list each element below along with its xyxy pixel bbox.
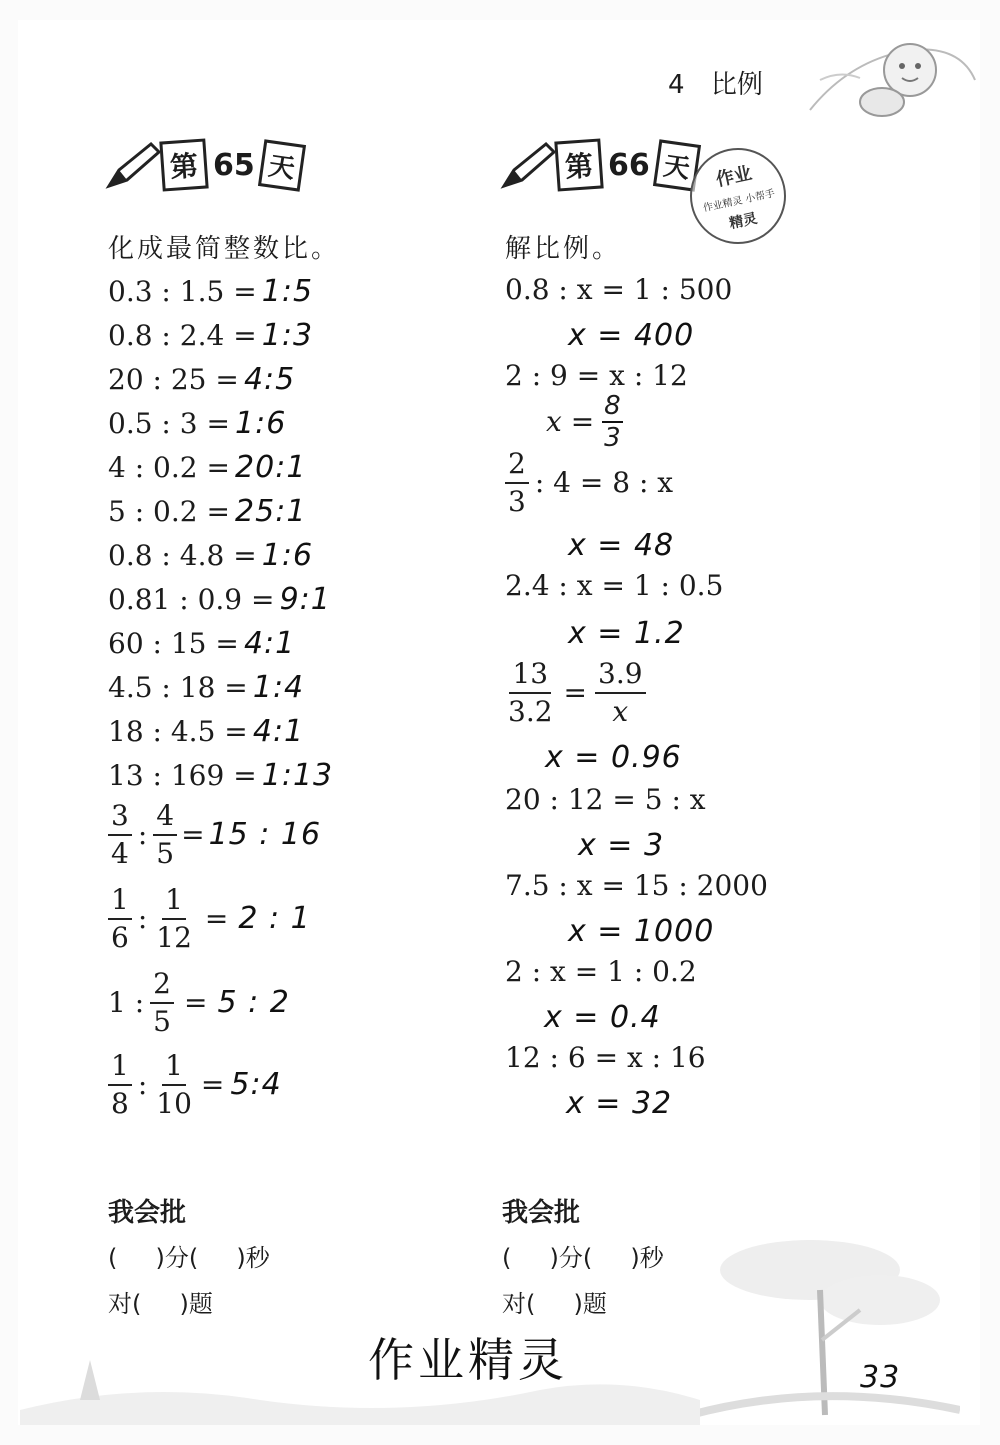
handwritten-answer: x = 1000 xyxy=(568,914,715,949)
proportion-question: 12 : 6 = x : 16 xyxy=(505,1041,706,1074)
fraction xyxy=(108,799,132,870)
handwritten-answer: 4:5 xyxy=(243,362,296,397)
denominator: 6 xyxy=(111,921,129,954)
fraction-ratio-row: $\frac{3}{4}$ : $\frac{4}{5}$ = 15 : 16 xyxy=(108,802,321,868)
answer-lhs: x = xyxy=(546,405,595,438)
ratio-question: 0.5 : 3 = xyxy=(108,407,230,440)
ratio-row xyxy=(108,274,333,318)
denominator: 4 xyxy=(111,837,129,870)
fraction-ratio-row: $\frac{1}{6}$ : $\frac{1}{12}$ = 2 : 1 xyxy=(108,886,311,952)
stamp-line-2: 作业精灵 小帮手 xyxy=(702,187,776,214)
denominator: 8 xyxy=(111,1087,129,1120)
ratio-question: 0.8 : 4.8 = xyxy=(108,539,257,572)
ratio-lead: 1 : xyxy=(108,986,145,1019)
proportion-question: 20 : 12 = 5 : x xyxy=(505,783,706,816)
ratio-row xyxy=(108,670,333,714)
handwritten-answer: 4:1 xyxy=(252,714,305,749)
numerator: 8 xyxy=(604,391,621,421)
numerator: 13 xyxy=(509,660,551,694)
denominator: 5 xyxy=(153,1005,171,1038)
fraction xyxy=(595,657,646,728)
right-instruction: 解比例。 xyxy=(505,234,622,264)
ratio-question: 4.5 : 18 = xyxy=(108,671,248,704)
chapter-title: 比例 xyxy=(710,70,763,100)
ratio-question: 0.3 : 1.5 = xyxy=(108,275,257,308)
handwritten-answer: 25:1 xyxy=(235,494,307,529)
question-rest: : 4 = 8 : x xyxy=(534,466,674,499)
denominator: x xyxy=(612,695,629,728)
handwritten-answer: x = 1.2 xyxy=(568,616,685,651)
handwritten-fraction-answer xyxy=(546,393,623,451)
denominator: 10 xyxy=(156,1087,192,1120)
ratio-row xyxy=(108,494,333,538)
denominator: 12 xyxy=(156,921,192,954)
denominator: 3 xyxy=(604,423,621,453)
handwritten-answer: 1:5 xyxy=(261,274,314,309)
handwritten-answer: 2 : 1 xyxy=(238,901,311,936)
stamp-line-1: 作业 xyxy=(714,162,754,191)
landscape-decoration-icon xyxy=(20,1330,700,1425)
ratio-row xyxy=(108,582,333,626)
ratio-question: 5 : 0.2 = xyxy=(108,495,230,528)
handwritten-answer: 5:4 xyxy=(230,1067,282,1102)
ratio-question: 0.8 : 2.4 = xyxy=(108,319,257,352)
fraction xyxy=(150,967,174,1038)
numerator: 3.9 xyxy=(595,660,646,694)
fraction xyxy=(153,883,195,954)
ratio-row xyxy=(108,450,333,494)
fraction xyxy=(153,799,177,870)
numerator: 3 xyxy=(108,802,132,836)
handwritten-answer: 1:6 xyxy=(261,538,314,573)
handwritten-answer: x = 0.96 xyxy=(545,740,682,775)
handwritten-answer: 4:1 xyxy=(243,626,296,661)
ratio-question: 18 : 4.5 = xyxy=(108,715,248,748)
handwritten-answer: x = 3 xyxy=(578,828,665,863)
proportion-question: 2.4 : x = 1 : 0.5 xyxy=(505,569,724,602)
denominator: 3.2 xyxy=(508,695,553,728)
review-title: 我会批 xyxy=(502,1198,581,1228)
handwritten-answer: x = 32 xyxy=(566,1086,673,1121)
numerator: 1 xyxy=(108,886,132,920)
left-instruction: 化成最简整数比。 xyxy=(108,234,341,264)
fraction-ratio-row: $\frac{1}{8}$ : $\frac{1}{10}$ = 5:4 xyxy=(108,1052,282,1118)
numerator: 1 xyxy=(162,1052,186,1086)
handwritten-answer: 1:6 xyxy=(235,406,287,441)
review-title: 我会批 xyxy=(108,1198,187,1228)
handwritten-signature: 作业精灵 xyxy=(368,1333,568,1387)
ratio-question: 20 : 25 = xyxy=(108,363,239,396)
chapter-heading xyxy=(668,64,763,101)
day-65-badge xyxy=(105,140,303,190)
time-field: ( )分( )秒 xyxy=(108,1244,270,1272)
day-66-badge xyxy=(500,140,698,190)
ratio-question: 13 : 169 = xyxy=(108,759,257,792)
ratio-row xyxy=(108,626,333,670)
handwritten-answer: 9:1 xyxy=(279,582,331,617)
ratio-row xyxy=(108,318,333,362)
ratio-question: 0.81 : 0.9 = xyxy=(108,583,275,616)
fraction-ratio-row: 1 : $\frac{2}{5}$ = 5 : 2 xyxy=(108,967,290,1038)
ratio-row xyxy=(108,538,333,582)
ratio-row xyxy=(108,406,333,450)
handwritten-answer: 15 : 16 xyxy=(208,817,322,852)
correct-count-field: 对( )题 xyxy=(502,1290,607,1318)
ratio-row xyxy=(108,362,333,406)
handwritten-answer: x = 0.4 xyxy=(544,1000,661,1035)
proportion-question: 0.8 : x = 1 : 500 xyxy=(505,273,733,306)
pencil-icon xyxy=(105,140,161,190)
numerator: 1 xyxy=(162,886,186,920)
ratio-question: 60 : 15 = xyxy=(108,627,239,660)
fraction xyxy=(505,657,556,728)
handwritten-answer: 20:1 xyxy=(235,450,307,485)
denominator: 5 xyxy=(156,837,175,870)
proportion-question: $\frac{13}{3.2}$ = $\frac{3.9}{x}$ xyxy=(505,660,646,726)
handwritten-answer: 1:3 xyxy=(261,318,314,353)
proportion-question xyxy=(505,447,674,518)
day-label-box: 第 xyxy=(159,138,208,191)
day-label-box: 第 xyxy=(554,138,603,191)
fraction xyxy=(108,883,132,954)
ratio-list xyxy=(108,274,333,802)
ratio-row xyxy=(108,714,333,758)
proportion-question: 7.5 : x = 15 : 2000 xyxy=(505,869,768,902)
stamp-line-3: 精灵 xyxy=(727,210,759,232)
day-suffix-box: 天 xyxy=(258,139,306,191)
pencil-icon xyxy=(500,140,556,190)
proportion-question: 2 : 9 = x : 12 xyxy=(505,359,688,392)
page-number: 33 xyxy=(860,1360,901,1395)
ratio-question: 4 : 0.2 = xyxy=(108,451,230,484)
handwritten-answer: 1:4 xyxy=(252,670,305,705)
handwritten-answer: x = 48 xyxy=(568,528,675,563)
day-suffix-box: 天 xyxy=(653,139,701,191)
numerator: 2 xyxy=(150,970,174,1004)
handwritten-answer: 1:13 xyxy=(261,758,334,793)
handwritten-answer: 5 : 2 xyxy=(217,985,290,1020)
fraction xyxy=(505,447,529,518)
fraction xyxy=(602,393,623,451)
tree-decoration-icon xyxy=(690,1230,960,1420)
ratio-row xyxy=(108,758,333,802)
day-number: 65 xyxy=(213,147,255,183)
day-number: 66 xyxy=(608,147,650,183)
handwritten-answer: x = 400 xyxy=(568,318,695,353)
cartoon-decoration-icon xyxy=(790,20,980,130)
correct-count-field: 对( )题 xyxy=(108,1290,213,1318)
fraction xyxy=(108,1049,132,1120)
fraction xyxy=(153,1049,195,1120)
time-field: ( )分( )秒 xyxy=(502,1244,664,1272)
numerator: 4 xyxy=(153,802,177,836)
chapter-number: 4 xyxy=(668,70,685,100)
numerator: 2 xyxy=(505,450,529,484)
proportion-question: 2 : x = 1 : 0.2 xyxy=(505,955,697,988)
denominator: 3 xyxy=(508,485,526,518)
numerator: 1 xyxy=(108,1052,132,1086)
